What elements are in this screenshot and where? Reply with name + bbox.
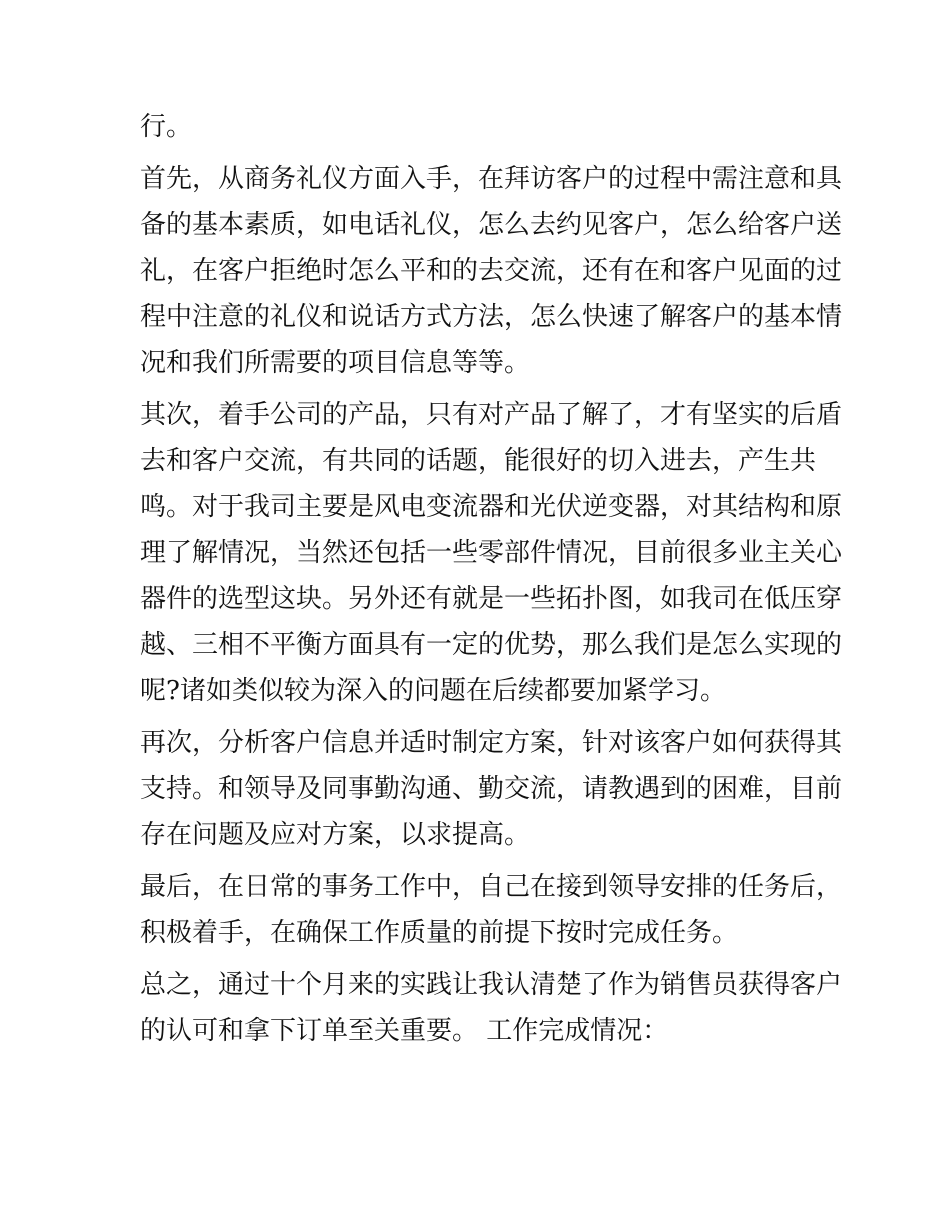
text-line: 程中注意的礼仪和说话方式方法，怎么快速了解客户的基本情 <box>140 302 843 332</box>
text-line: 支持。和领导及同事勤沟通、勤交流，请教遇到的困难，目前 <box>140 774 843 804</box>
text-line: 越、三相不平衡方面具有一定的优势，那么我们是怎么实现的 <box>140 630 843 660</box>
text-line: 存在问题及应对方案，以求提高。 <box>140 820 531 850</box>
text-line: 器件的选型这块。另外还有就是一些拓扑图，如我司在低压穿 <box>140 584 843 614</box>
text-line: 况和我们所需要的项目信息等等。 <box>140 348 531 378</box>
document-body <box>140 104 843 1054</box>
text-line: 理了解情况，当然还包括一些零部件情况，目前很多业主关心 <box>140 538 843 568</box>
text-line: 行。 <box>140 112 193 142</box>
text-line: 备的基本素质，如电话礼仪，怎么去约见客户，怎么给客户送 <box>140 210 843 240</box>
text-line: 总之，通过十个月来的实践让我认清楚了作为销售员获得客户 <box>140 970 843 1000</box>
text-line: 首先，从商务礼仪方面入手，在拜访客户的过程中需注意和具 <box>140 164 843 194</box>
text-line: 去和客户交流，有共同的话题，能很好的切入进去，产生共 <box>140 446 817 476</box>
text-line: 最后，在日常的事务工作中，自己在接到领导安排的任务后， <box>140 872 843 902</box>
text-line: 鸣。对于我司主要是风电变流器和光伏逆变器，对其结构和原 <box>140 492 843 522</box>
text-line: 的认可和拿下订单至关重要。 工作完成情况： <box>140 1016 669 1046</box>
text-line: 礼，在客户拒绝时怎么平和的去交流，还有在和客户见面的过 <box>140 256 843 286</box>
text-line: 积极着手，在确保工作质量的前提下按时完成任务。 <box>140 918 739 948</box>
text-line: 其次，着手公司的产品，只有对产品了解了，才有坚实的后盾 <box>140 400 843 430</box>
text-line: 再次，分析客户信息并适时制定方案，针对该客户如何获得其 <box>140 728 843 758</box>
text-line: 呢?诸如类似较为深入的问题在后续都要加紧学习。 <box>140 676 726 706</box>
